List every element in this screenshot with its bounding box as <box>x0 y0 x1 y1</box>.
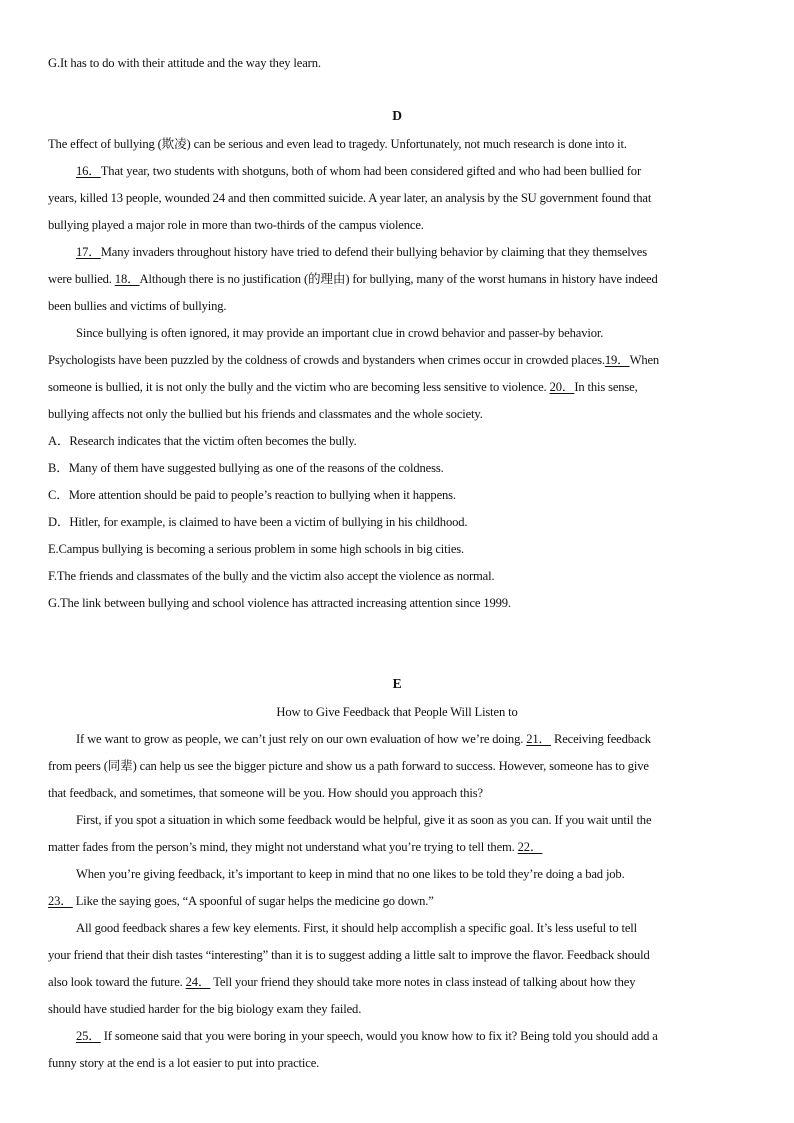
section-e-line-22: matter fades from the person’s mind, they might not understand what you’re trying to tell them. 22． <box>48 840 543 854</box>
section-d-para: Since bullying is often ignored, it may provide an important clue in crowd behavior and passer-by behavior. <box>76 326 604 340</box>
option-d: D．Hitler, for example, is claimed to have been a victim of bullying in his childhood. <box>48 515 468 529</box>
blank-25[interactable]: 25． <box>76 1029 101 1043</box>
section-e-para: First, if you spot a situation in which some feedback would be helpful, give it as soon as you can. If you wait until the <box>76 813 652 827</box>
option-c: C．More attention should be paid to people’s reaction to bullying when it happens. <box>48 488 456 502</box>
section-e-line: should have studied harder for the big biology exam they failed. <box>48 1002 362 1016</box>
section-e-line-23: 23． Like the saying goes, “A spoonful of sugar helps the medicine go down.” <box>48 894 434 908</box>
option-g: G.The link between bullying and school violence has attracted increasing attention since 1999. <box>48 596 511 610</box>
section-e-title: How to Give Feedback that People Will Listen to <box>276 705 518 719</box>
option-f: F.The friends and classmates of the bully and the victim also accept the violence as normal. <box>48 569 495 583</box>
section-e-para-21: If we want to grow as people, we can’t just rely on our own evaluation of how we’re doing. 21． Receiving feedback <box>76 732 651 746</box>
blank-20[interactable]: 20． <box>549 380 575 394</box>
blank-19[interactable]: 19． <box>604 353 630 367</box>
section-e-para: When you’re giving feedback, it’s important to keep in mind that no one likes to be told they’re doing a bad job. <box>76 867 625 881</box>
section-e-line: that feedback, and sometimes, that someone will be you. How should you approach this? <box>48 786 483 800</box>
option-b: B．Many of them have suggested bullying as one of the reasons of the coldness. <box>48 461 444 475</box>
section-e-para-25: 25． If someone said that you were boring in your speech, would you know how to fix it? Being told you should add a <box>76 1029 658 1043</box>
section-e-line: your friend that their dish tastes “interesting” than it is to suggest adding a little salt to improve the flavor. Feedback should <box>48 948 650 962</box>
blank-24[interactable]: 24． <box>185 975 211 989</box>
prev-option-g: G.It has to do with their attitude and the way they learn. <box>48 56 321 70</box>
section-d-line-18: were bullied. 18．Although there is no justification (的理由) for bullying, many of the worst humans in history have indeed <box>48 272 658 286</box>
section-e-heading: E <box>392 676 402 691</box>
blank-21[interactable]: 21． <box>526 732 551 746</box>
section-e-line-24: also look toward the future. 24． Tell your friend they should take more notes in class instead of talking about how they <box>48 975 636 989</box>
section-e-line: funny story at the end is a lot easier to put into practice. <box>48 1056 320 1070</box>
section-d-para-16: 16．That year, two students with shotguns, both of whom had been considered gifted and who had been bullied for <box>76 164 641 178</box>
option-e: E.Campus bullying is becoming a serious problem in some high schools in big cities. <box>48 542 465 556</box>
blank-16[interactable]: 16． <box>76 164 101 178</box>
blank-23[interactable]: 23． <box>48 894 73 908</box>
section-d-para-17: 17．Many invaders throughout history have tried to defend their bullying behavior by claiming that they themselves <box>76 245 647 259</box>
blank-17[interactable]: 17． <box>76 245 101 259</box>
section-d-line-20: someone is bullied, it is not only the bully and the victim who are becoming less sensitive to violence. 20．In this sense, <box>48 380 638 394</box>
section-e-line: from peers (同辈) can help us see the bigger picture and show us a path forward to success. However, someone has to give <box>48 759 649 773</box>
option-a: A．Research indicates that the victim often becomes the bully. <box>48 434 357 448</box>
section-d-line: been bullies and victims of bullying. <box>48 299 227 313</box>
section-d-line: bullying played a major role in more than two-thirds of the campus violence. <box>48 218 424 232</box>
section-e-para: All good feedback shares a few key elements. First, it should help accomplish a specific goal. It’s less useful to tell <box>76 921 637 935</box>
section-d-line-19: Psychologists have been puzzled by the coldness of crowds and bystanders when crimes occur in crowded places.19．When <box>48 353 660 367</box>
section-d-line: bullying affects not only the bullied but his friends and classmates and the whole society. <box>48 407 483 421</box>
section-d-heading: D <box>392 108 402 123</box>
blank-18[interactable]: 18． <box>114 272 140 286</box>
section-d-line-intro: The effect of bullying (欺凌) can be serious and even lead to tragedy. Unfortunately, not much research is done into it. <box>48 137 627 151</box>
blank-22[interactable]: 22． <box>517 840 543 854</box>
section-d-line: years, killed 13 people, wounded 24 and then committed suicide. A year later, an analysis by the SU government found that <box>48 191 652 205</box>
